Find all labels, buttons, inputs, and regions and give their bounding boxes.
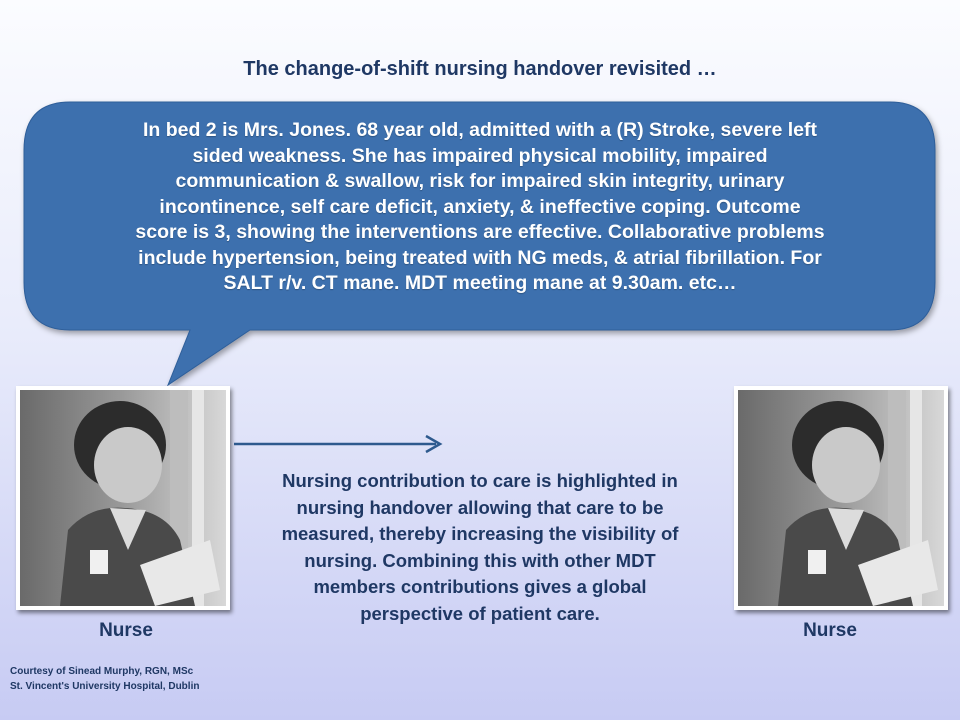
body-line: members contributions gives a global — [313, 576, 647, 597]
speech-line: incontinence, self care deficit, anxiety, & ineffective coping. Outcome — [159, 195, 801, 218]
nurse-caption-left: Nurse — [99, 620, 153, 641]
speech-line: SALT r/v. CT mane. MDT meeting mane at 9.30am. etc… — [223, 272, 737, 294]
credit-line: St. Vincent's University Hospital, Dublin — [10, 681, 200, 692]
speech-line: score is 3, showing the interventions are effective. Collaborative problems — [135, 221, 825, 243]
nurse-caption-right: Nurse — [803, 620, 857, 641]
credit-text — [10, 664, 199, 694]
body-line: perspective of patient care. — [360, 602, 600, 624]
speech-line: sided weakness. She has impaired physical mobility, impaired — [192, 144, 768, 167]
body-line: nursing. Combining this with other MDT — [304, 549, 656, 571]
speech-line: include hypertension, being treated with NG meds, & atrial fibrillation. For — [138, 246, 822, 269]
nurse-photo-left — [16, 386, 230, 610]
body-line: measured, thereby increasing the visibility of — [281, 523, 679, 544]
body-line: Nursing contribution to care is highlighted in — [282, 470, 678, 491]
body-line: nursing handover allowing that care to be — [296, 496, 664, 518]
nurse-photo-right — [734, 386, 948, 610]
body-text — [240, 468, 720, 627]
speech-line: communication & swallow, risk for impaired skin integrity, urinary — [175, 170, 785, 192]
slide-title: The change-of-shift nursing handover revisited … — [243, 58, 717, 80]
speech-line: In bed 2 is Mrs. Jones. 68 year old, admitted with a (R) Stroke, severe left — [142, 119, 818, 141]
credit-line: Courtesy of Sinead Murphy, RGN, MSc — [10, 666, 194, 677]
right-arrow-icon — [230, 430, 450, 458]
speech-text — [40, 118, 920, 297]
